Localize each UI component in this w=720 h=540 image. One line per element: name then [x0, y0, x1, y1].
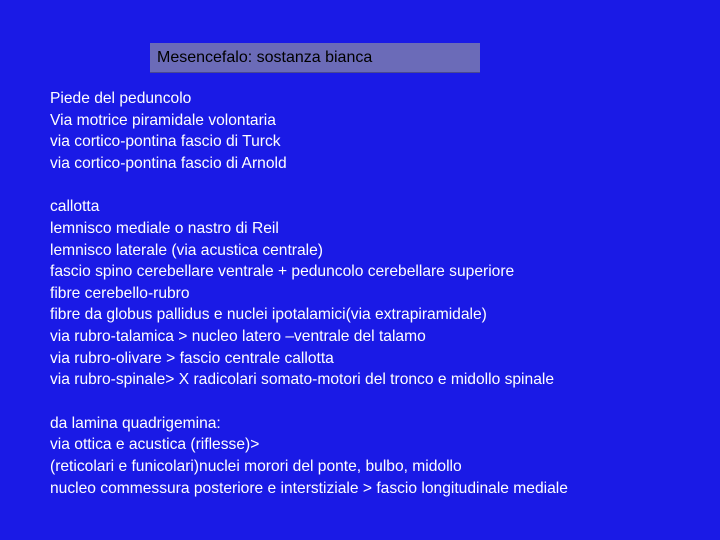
text-line: via ottica e acustica (riflesse)>	[50, 436, 260, 454]
section-lamina-quadrigemina	[50, 413, 710, 499]
text-line: callotta	[50, 198, 100, 216]
slide-body	[50, 88, 710, 521]
text-line: nucleo commessura posteriore e interstiziale > fascio longitudinale mediale	[50, 479, 568, 497]
text-line: (reticolari e funicolari)nuclei morori del ponte, bulbo, midollo	[50, 457, 462, 475]
text-line: fibre da globus pallidus e nuclei ipotalamici(via extrapiramidale)	[50, 306, 487, 324]
section-piede	[50, 88, 710, 174]
slide-title: Mesencefalo: sostanza bianca	[157, 48, 373, 66]
text-line: via cortico-pontina fascio di Turck	[50, 133, 281, 151]
text-line: Via motrice piramidale volontaria	[50, 111, 276, 129]
text-line: Piede del peduncolo	[50, 90, 192, 107]
text-line: via rubro-talamica > nucleo latero –ventrale del talamo	[50, 327, 426, 345]
text-line: via rubro-olivare > fascio centrale callotta	[50, 349, 334, 367]
text-line: da lamina quadrigemina:	[50, 414, 221, 432]
section-callotta	[50, 196, 710, 390]
text-line: lemnisco mediale o nastro di Reil	[50, 219, 279, 237]
text-line: fibre cerebello-rubro	[50, 284, 190, 302]
title-box	[150, 43, 480, 73]
text-line: via cortico-pontina fascio di Arnold	[50, 154, 287, 172]
text-line: lemnisco laterale (via acustica centrale)	[50, 241, 324, 259]
text-line: fascio spino cerebellare ventrale + peduncolo cerebellare superiore	[50, 263, 515, 281]
text-line: via rubro-spinale> X radicolari somato-motori del tronco e midollo spinale	[50, 371, 555, 389]
